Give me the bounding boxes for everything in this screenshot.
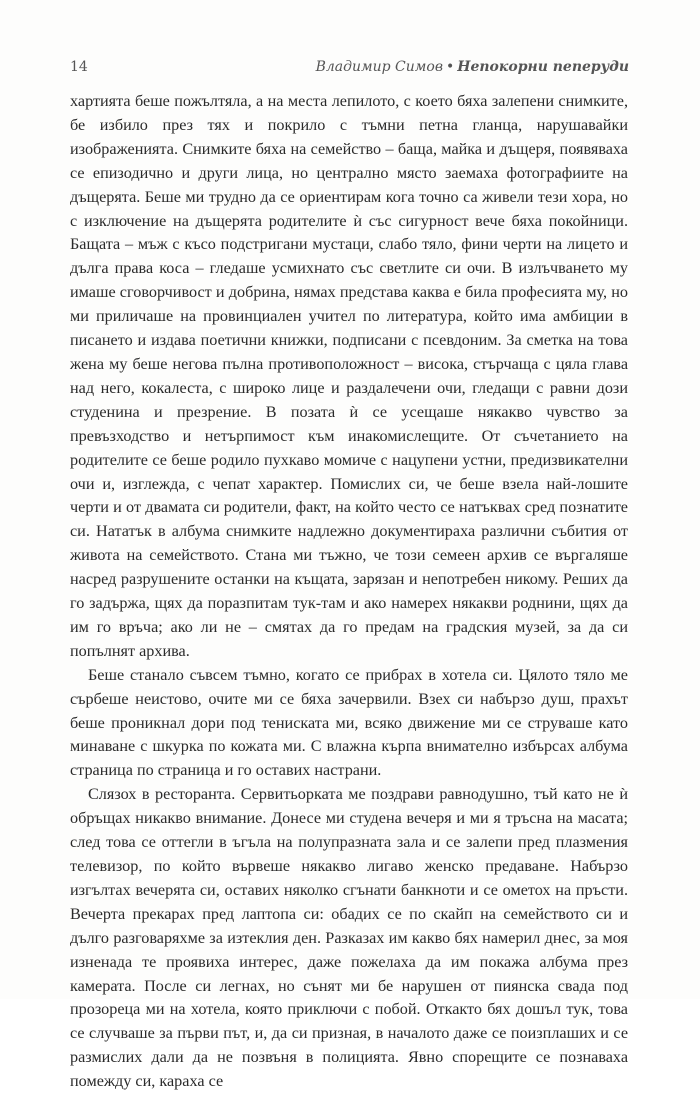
running-head: [316, 59, 629, 75]
paragraph-3: Слязох в ресторанта. Сервитьорката ме поздрави равнодушно, тъй като не ѝ обръщах никакво внимание. Донесе ми студена вечеря и ми я тръсна на масата; след това се оттегли в ъгъла на полупразната зала и се залепи пред плазмения телевизор, по който вървеше някакво лигаво женско предаване. Набързо изгълтах вечерята си, оставих няколко сгънати банкноти и се ометох на пръсти. Вечерта прекарах пред лаптопа си: обадих се по скайп на семейството си и дълго разговаряхме за изтеклия ден. Разказах им какво бях намерил днес, за моя изненада те проявиха интерес, даже пожелаха да им покажа албума през камерата. После си легнах, но сънят ми бе нарушен от пиянска свада под прозореца ми на хотела, която приключи с побой. Откакто бях дошъл тук, това се случваше за първи път, и, да си призная, в началото даже се поизплаших и се размислих дали да не позвъня в полицията. Явно спорещите се познаваха помежду си, караха се: [70, 785, 628, 1091]
page-number: 14: [70, 59, 88, 75]
paragraph-2: Беше станало съвсем тъмно, когато се прибрах в хотела си. Цялото тяло ме сърбеше неистово, очите ми се бяха зачервили. Взех си набързо душ, прахът беше проникнал дори под тениската ми, всяко движение ми се струваше като минаване с шкурка по кожата ми. С влажна кърпа внимателно избърсах албума страница по страница и го оставих настрани.: [70, 665, 628, 780]
book-title: Непокорни пеперуди: [457, 59, 629, 75]
body-text: [70, 90, 628, 1094]
page-header: [70, 59, 629, 79]
paragraph-1: хартията беше пожълтяла, а на места лепилото, с което бяха залепени снимките, бе избило през тях и покрило с тъмни петна гланца, нарушавайки изображенията. Снимките бяха на семейство – баща, майка и дъщеря, появяваха се епизодично и други лица, но централно място заемаха фотографиите на дъщерята. Беше ми трудно да се ориентирам кога точно са живели тези хора, но с изключение на дъщерята родителите ѝ със сигурност вече бяха покойници. Бащата – мъж с късо подстригани мустаци, слабо тяло, фини черти на лицето и дълга права коса – гледаше усмихнато със светлите си очи. В излъчването му имаше сговорчивост и добрина, нямах представа каква е била професията му, но ми приличаше на провинциален учител по литература, който има амбиции в писането и издава поетични книжки, подписани с псевдоним. За сметка на това жена му беше негова пълна противоположност – висока, стърчаща с цяла глава над него, кокалеста, с широко лице и раздалечени очи, гледащи с равни дози студенина и презрение. В позата ѝ се усещаше някакво чувство за превъзходство и нетърпимост към инакомислещите. От съчетанието на родителите се беше родило пухкаво момиче с нацупени устни, предизвикателни очи и, изглежда, с чепат характер. Помислих си, че беше взела най-лошите черти и от двамата си родители, факт, на който често се натъквах сред познатите си. Нататък в албума снимките надлежно документираха различни събития от живота на семейството. Стана ми тъжно, че този семеен архив се въргаляше насред разрушените останки на къщата, зарязан и непотребен никому. Реших да го задържа, щях да поразпитам тук-там и ако намерех някакви роднини, щях да им го връча; ако ли не – смятах да го предам на градския музей, за да си попълнят архива.: [70, 92, 628, 660]
header-separator: •: [445, 59, 455, 75]
author-name: Владимир Симов: [315, 59, 443, 75]
